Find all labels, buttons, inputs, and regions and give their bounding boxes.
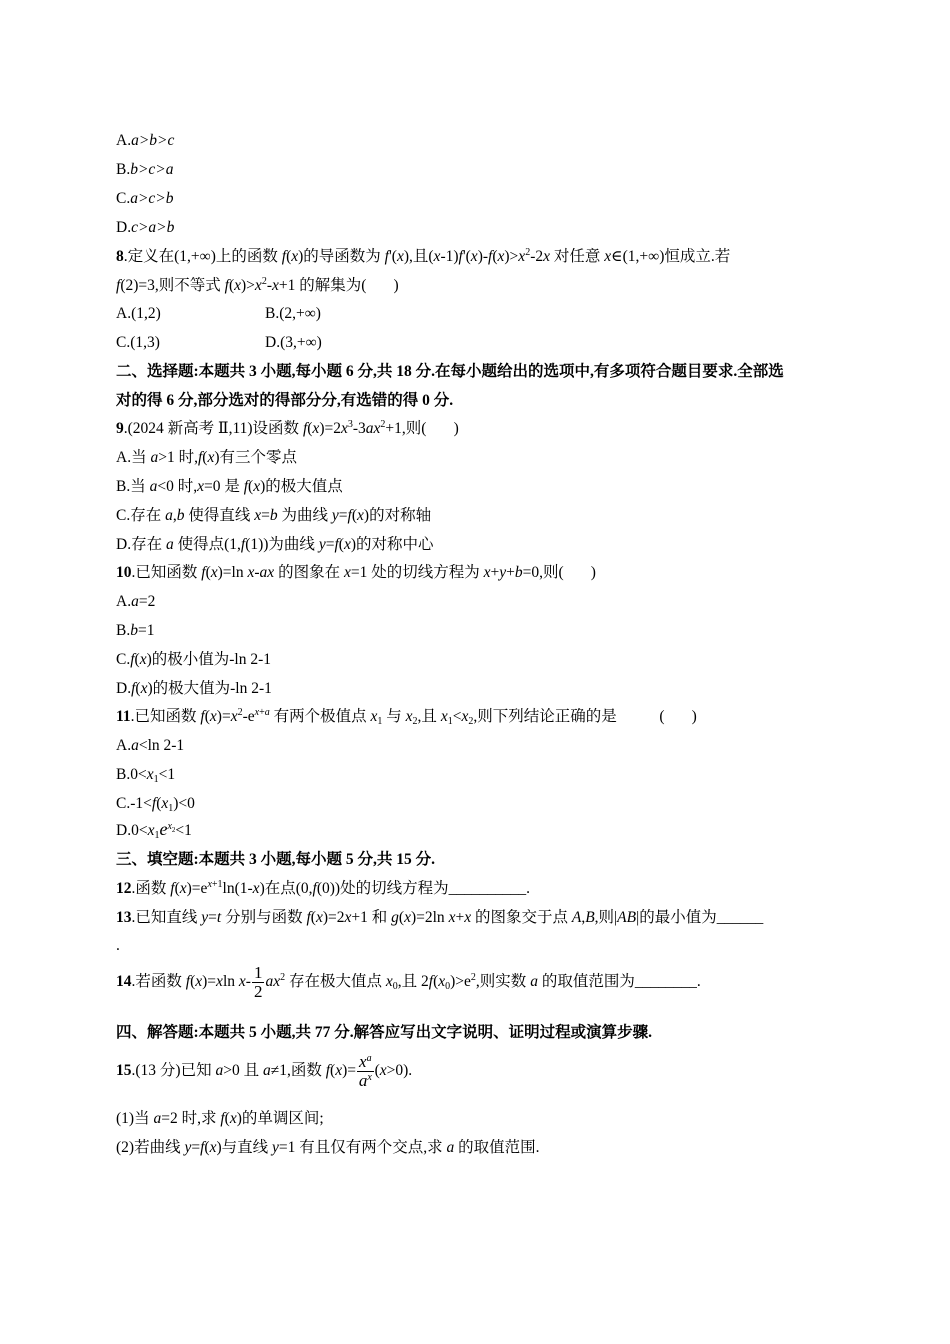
q8-option-a: A.(1,2) <box>116 305 161 322</box>
q14-stem: 14.若函数 f(x)=xln x- $\frac{1}{2}$ $ax^2$ 存在极大值点 $x_0$,且 $2f(x_0)>e^2$,则实数 a 的取值范围为________. <box>116 963 701 1001</box>
q9-option-a: A.当 a>1 时,f(x)有三个零点 <box>116 449 297 466</box>
q11-option-c: $C.-1<f(x_1)<0$ <box>116 795 195 814</box>
q13-stem: 13.已知直线 y=t 分别与函数 f(x)=2x+1 和 g(x)=2ln x+x 的图象交于点 A,B,则|AB|的最小值为______ <box>116 909 764 926</box>
q8-stem-line1: 8.定义在(1,+∞)上的函数 f(x)的导函数为 f'(x),且$(x-1)f'(x)-f(x)>x^2-2x$ 对任意 x∈(1,+∞)恒成立.若 <box>116 247 731 265</box>
q10-option-d: D.f(x)的极大值为-ln 2-1 <box>116 680 272 697</box>
q15-stem: 15.(13 分)已知 a>0 且 a≠1,函数 f(x)= $\frac{x^a}{a^x}$ (x>0). <box>116 1051 413 1090</box>
section2-heading-line2: 对的得 6 分,部分选对的得部分分,有选错的得 0 分. <box>116 392 454 409</box>
q10-option-b: B.b=1 <box>116 622 155 639</box>
q11-option-a: A.a<ln 2-1 <box>116 737 185 754</box>
q12-stem: 12.函数 $f(x)=e^{x+1}\ln(1-x)$在点(0,f(0))处的切线方程为__________. <box>116 879 530 897</box>
q7-option-c: C.a>c>b <box>116 190 174 207</box>
q13-stem-end: . <box>116 937 120 954</box>
q7-option-d: D.c>a>b <box>116 219 175 236</box>
q8-option-c: C.(1,3) <box>116 334 160 351</box>
section2-heading-line1: 二、选择题:本题共 3 小题,每小题 6 分,共 18 分.在每小题给出的选项中,有多项符合题目要求.全部选 <box>116 363 784 380</box>
one-half-fraction: $\frac{1}{2}$ <box>253 963 263 1001</box>
q9-stem: 9.(2024 新高考 Ⅱ,11)设函数 $f(x)=2x^3-3ax^2+1$,则( ) <box>116 419 459 437</box>
q11-option-b: $B.0<x_1<1$ <box>116 766 176 785</box>
q11-option-d: $D.0<x_1e^{x_2}<1$ <box>116 819 192 841</box>
q9-option-d: D.存在 a 使得点(1,f(1))为曲线 y=f(x)的对称中心 <box>116 536 434 553</box>
section3-heading: 三、填空题:本题共 3 小题,每小题 5 分,共 15 分. <box>116 851 436 868</box>
q8-option-b: B.(2,+∞) <box>265 305 321 322</box>
q15-part2: (2)若曲线 y=f(x)与直线 y=1 有且仅有两个交点,求 a 的取值范围. <box>116 1139 540 1156</box>
q9-option-b: B.当 a<0 时,x=0 是 f(x)的极大值点 <box>116 478 343 495</box>
q9-option-c: C.存在 a,b 使得直线 x=b 为曲线 y=f(x)的对称轴 <box>116 507 432 524</box>
q11-stem: 11.已知函数 $f(x)=x^2-e^{x+a}$ 有两个极值点 $x_1$ 与 $x_2$,且 $x_1<x_2$,则下列结论正确的是 ( ) <box>116 707 697 727</box>
q15-part1: (1)当 a=2 时,求 f(x)的单调区间; <box>116 1110 324 1127</box>
x-pow-a-over-a-pow-x-fraction: $\frac{x^a}{a^x}$ <box>358 1051 372 1090</box>
q10-option-a: A.a=2 <box>116 593 156 610</box>
section4-heading: 四、解答题:本题共 5 小题,共 77 分.解答应写出文字说明、证明过程或演算步骤. <box>116 1024 653 1041</box>
q7-option-b: B.b>c>a <box>116 161 174 178</box>
q10-option-c: C.f(x)的极小值为-ln 2-1 <box>116 651 272 668</box>
q8-option-d: D.(3,+∞) <box>265 334 322 351</box>
q10-stem: 10.已知函数 f(x)=ln x-ax 的图象在 x=1 处的切线方程为 x+y+b=0,则( ) <box>116 564 596 581</box>
q7-option-a: A.a>b>c <box>116 132 175 149</box>
q8-stem-line2: f(2)=3,则不等式 $f(x)>x^2-x+1$ 的解集为( ) <box>116 276 399 294</box>
